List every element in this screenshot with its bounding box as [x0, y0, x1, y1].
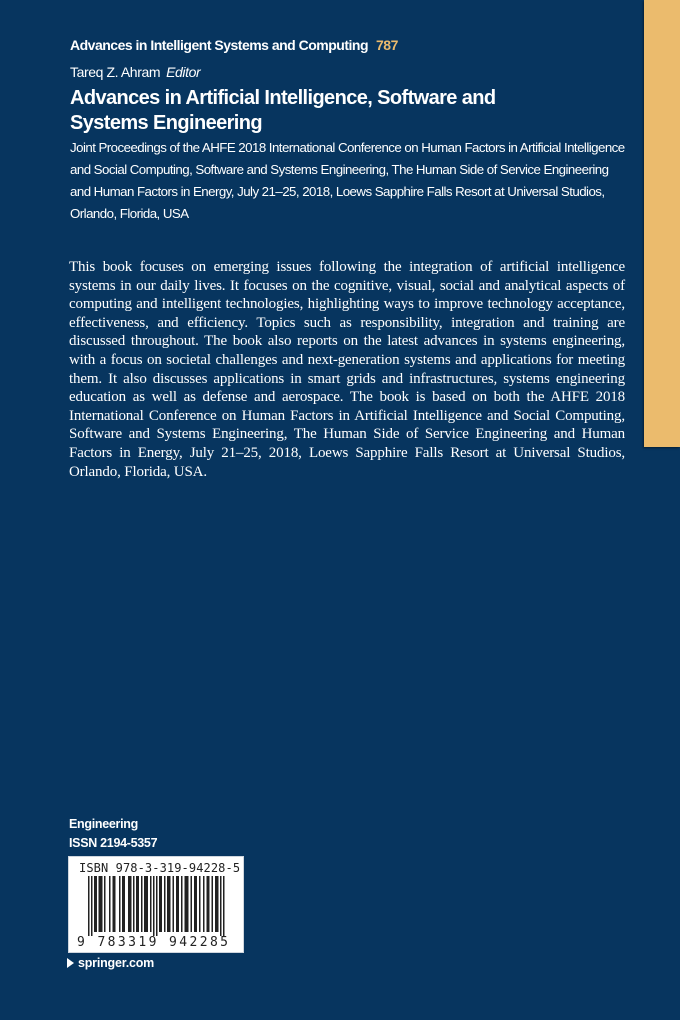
cover-accent-strip [644, 0, 680, 447]
series-volume: 787 [376, 37, 398, 53]
issn-label: ISSN 2194-5357 [69, 836, 158, 850]
barcode-digits: 9 783319 942285 [77, 935, 231, 950]
book-title: Advances in Artificial Intelligence, Software and Systems Engineering [70, 87, 496, 134]
editor-name: Tareq Z. Ahram [70, 64, 161, 80]
isbn-barcode [68, 856, 244, 953]
barcode-icon [83, 876, 233, 936]
springer-website-link[interactable] [67, 956, 154, 970]
play-arrow-icon [67, 958, 74, 968]
editor-line [70, 64, 200, 80]
book-description: This book focuses on emerging issues following the integration of artificial intelligence systems in our daily lives. It focuses on the cognitive, visual, social and analytical aspects of computing and intelligent technologies, highlighting ways to improve technology acceptance, effectiveness, and efficiency. Topics such as responsibility, integration and training are discussed throughout. The book also reports on the latest advances in systems engineering, with a focus on societal challenges and next-generation systems and applications for meeting them. It also discusses applications in smart grids and infrastructures, systems engineering education as well as defense and aerospace. The book is based on both the AHFE 2018 International Conference on Human Factors in Artificial Intelligence and Social Computing, Software and Systems Engineering, The Human Side of Service Engineering and Human Factors in Energy, July 21–25, 2018, Loews Sapphire Falls Resort at Universal Studios, Orlando, Florida, USA. [69, 259, 625, 480]
website-label: springer.com [78, 956, 155, 970]
isbn-text: ISBN 978-3-319-94228-5 [79, 861, 241, 875]
series-name: Advances in Intelligent Systems and Computing [70, 37, 368, 53]
subject-label: Engineering [69, 817, 138, 831]
book-subtitle: Joint Proceedings of the AHFE 2018 International Conference on Human Factors in Artificial Intelligence and Social Computing, Software and Systems Engineering, The Human Side of Service Engineering and Human Factors in Energy, July 21–25, 2018, Loews Sapphire Falls Resort at Universal Studios, Orlando, Florida, USA [70, 140, 625, 221]
editor-role: Editor [166, 64, 201, 80]
series-line [70, 37, 398, 53]
